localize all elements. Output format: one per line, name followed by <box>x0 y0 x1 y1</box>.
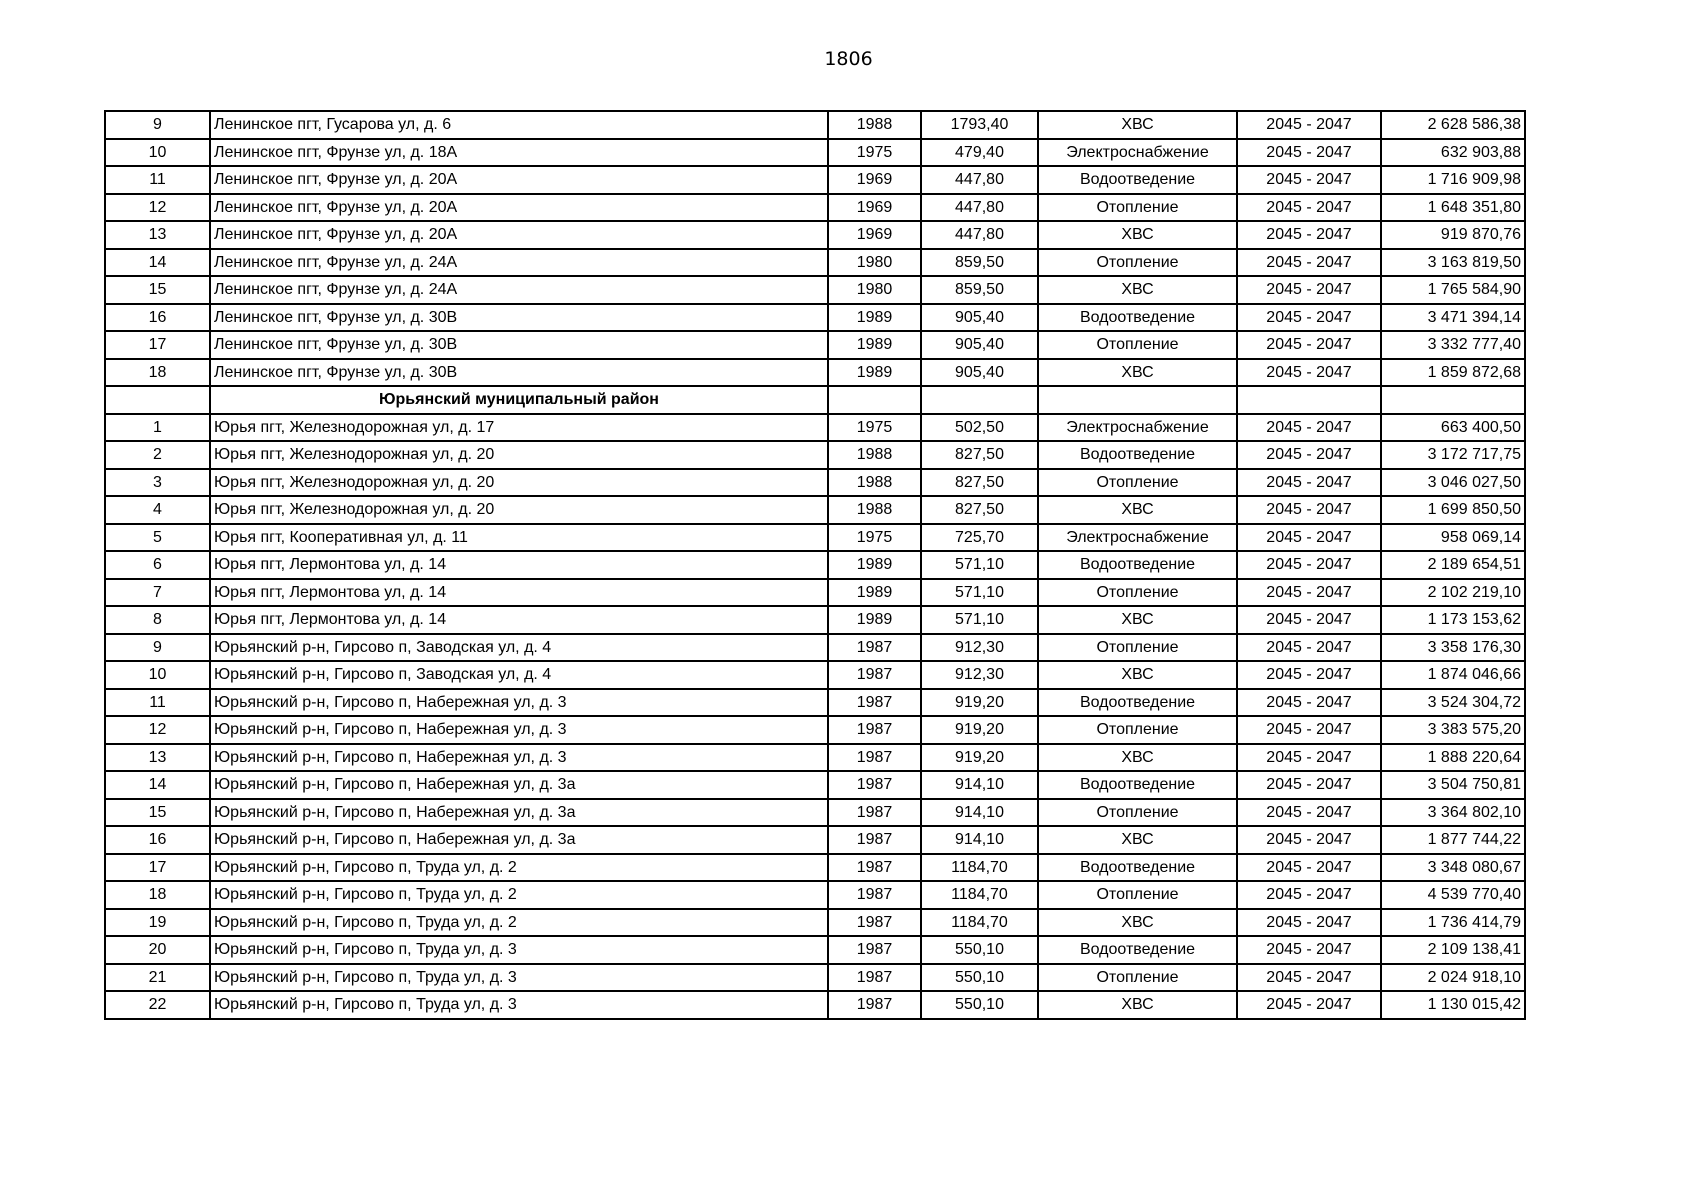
work-type-cell: Отопление <box>1038 469 1237 497</box>
address-cell: Юрья пгт, Кооперативная ул, д. 11 <box>210 524 828 552</box>
year-built-cell: 1987 <box>828 881 921 909</box>
area-cell: 1793,40 <box>921 111 1038 139</box>
row-number-cell: 13 <box>105 221 210 249</box>
area-cell: 725,70 <box>921 524 1038 552</box>
year-built-cell: 1969 <box>828 166 921 194</box>
address-cell: Юрьянский р-н, Гирсово п, Набережная ул, д. 3а <box>210 771 828 799</box>
area-cell: 550,10 <box>921 964 1038 992</box>
address-cell: Юрья пгт, Железнодорожная ул, д. 20 <box>210 469 828 497</box>
section-empty-cell <box>828 386 921 414</box>
area-cell: 914,10 <box>921 771 1038 799</box>
year-built-cell: 1980 <box>828 249 921 277</box>
period-cell: 2045 - 2047 <box>1237 166 1381 194</box>
table-row <box>105 991 1525 1019</box>
year-built-cell: 1989 <box>828 331 921 359</box>
address-cell: Юрьянский р-н, Гирсово п, Набережная ул, д. 3а <box>210 826 828 854</box>
period-cell: 2045 - 2047 <box>1237 936 1381 964</box>
period-cell: 2045 - 2047 <box>1237 579 1381 607</box>
section-empty-cell <box>921 386 1038 414</box>
year-built-cell: 1988 <box>828 111 921 139</box>
area-cell: 905,40 <box>921 359 1038 387</box>
year-built-cell: 1987 <box>828 799 921 827</box>
row-number-cell: 20 <box>105 936 210 964</box>
year-built-cell: 1987 <box>828 826 921 854</box>
cost-cell: 3 332 777,40 <box>1381 331 1525 359</box>
table-row <box>105 524 1525 552</box>
address-cell: Ленинское пгт, Гусарова ул, д. 6 <box>210 111 828 139</box>
year-built-cell: 1987 <box>828 936 921 964</box>
table-row <box>105 881 1525 909</box>
row-number-cell: 9 <box>105 111 210 139</box>
work-type-cell: Отопление <box>1038 799 1237 827</box>
table-row <box>105 964 1525 992</box>
year-built-cell: 1988 <box>828 496 921 524</box>
table-row <box>105 716 1525 744</box>
address-cell: Юрьянский р-н, Гирсово п, Набережная ул, д. 3 <box>210 744 828 772</box>
row-number-cell: 11 <box>105 689 210 717</box>
cost-cell: 1 874 046,66 <box>1381 661 1525 689</box>
table-row <box>105 799 1525 827</box>
cost-cell: 919 870,76 <box>1381 221 1525 249</box>
row-number-cell: 4 <box>105 496 210 524</box>
year-built-cell: 1987 <box>828 909 921 937</box>
area-cell: 571,10 <box>921 606 1038 634</box>
period-cell: 2045 - 2047 <box>1237 139 1381 167</box>
period-cell: 2045 - 2047 <box>1237 799 1381 827</box>
table-row <box>105 909 1525 937</box>
cost-cell: 2 024 918,10 <box>1381 964 1525 992</box>
table-row <box>105 304 1525 332</box>
period-cell: 2045 - 2047 <box>1237 964 1381 992</box>
period-cell: 2045 - 2047 <box>1237 276 1381 304</box>
row-number-cell: 8 <box>105 606 210 634</box>
area-cell: 827,50 <box>921 496 1038 524</box>
row-number-cell: 14 <box>105 249 210 277</box>
period-cell: 2045 - 2047 <box>1237 414 1381 442</box>
period-cell: 2045 - 2047 <box>1237 991 1381 1019</box>
work-type-cell: ХВС <box>1038 276 1237 304</box>
area-cell: 912,30 <box>921 634 1038 662</box>
work-type-cell: Отопление <box>1038 964 1237 992</box>
address-cell: Юрья пгт, Железнодорожная ул, д. 20 <box>210 496 828 524</box>
row-number-cell: 12 <box>105 716 210 744</box>
period-cell: 2045 - 2047 <box>1237 771 1381 799</box>
table-row <box>105 276 1525 304</box>
table-row <box>105 111 1525 139</box>
row-number-cell: 17 <box>105 854 210 882</box>
table-row <box>105 826 1525 854</box>
address-cell: Юрья пгт, Железнодорожная ул, д. 20 <box>210 441 828 469</box>
address-cell: Юрьянский р-н, Гирсово п, Заводская ул, д. 4 <box>210 634 828 662</box>
section-empty-cell <box>105 386 210 414</box>
row-number-cell: 3 <box>105 469 210 497</box>
row-number-cell: 5 <box>105 524 210 552</box>
area-cell: 919,20 <box>921 716 1038 744</box>
row-number-cell: 22 <box>105 991 210 1019</box>
table-row <box>105 249 1525 277</box>
cost-cell: 1 765 584,90 <box>1381 276 1525 304</box>
cost-cell: 3 504 750,81 <box>1381 771 1525 799</box>
table-row <box>105 606 1525 634</box>
row-number-cell: 11 <box>105 166 210 194</box>
year-built-cell: 1975 <box>828 414 921 442</box>
table-row <box>105 661 1525 689</box>
row-number-cell: 18 <box>105 359 210 387</box>
table-row <box>105 194 1525 222</box>
area-cell: 1184,70 <box>921 909 1038 937</box>
row-number-cell: 13 <box>105 744 210 772</box>
area-cell: 447,80 <box>921 194 1038 222</box>
address-cell: Юрьянский р-н, Гирсово п, Труда ул, д. 2 <box>210 881 828 909</box>
address-cell: Юрьянский р-н, Гирсово п, Труда ул, д. 2 <box>210 909 828 937</box>
area-cell: 905,40 <box>921 331 1038 359</box>
year-built-cell: 1989 <box>828 304 921 332</box>
cost-cell: 2 628 586,38 <box>1381 111 1525 139</box>
period-cell: 2045 - 2047 <box>1237 634 1381 662</box>
year-built-cell: 1969 <box>828 194 921 222</box>
cost-cell: 3 364 802,10 <box>1381 799 1525 827</box>
row-number-cell: 17 <box>105 331 210 359</box>
address-cell: Юрьянский р-н, Гирсово п, Набережная ул, д. 3 <box>210 689 828 717</box>
address-cell: Юрья пгт, Лермонтова ул, д. 14 <box>210 551 828 579</box>
area-cell: 550,10 <box>921 936 1038 964</box>
period-cell: 2045 - 2047 <box>1237 551 1381 579</box>
section-empty-cell <box>1381 386 1525 414</box>
address-cell: Юрья пгт, Лермонтова ул, д. 14 <box>210 606 828 634</box>
table-row <box>105 936 1525 964</box>
table-row <box>105 551 1525 579</box>
address-cell: Ленинское пгт, Фрунзе ул, д. 24А <box>210 276 828 304</box>
cost-cell: 1 736 414,79 <box>1381 909 1525 937</box>
page-number: 1806 <box>824 48 873 70</box>
period-cell: 2045 - 2047 <box>1237 689 1381 717</box>
table-row <box>105 441 1525 469</box>
cost-cell: 4 539 770,40 <box>1381 881 1525 909</box>
address-cell: Юрья пгт, Железнодорожная ул, д. 17 <box>210 414 828 442</box>
period-cell: 2045 - 2047 <box>1237 496 1381 524</box>
address-cell: Ленинское пгт, Фрунзе ул, д. 30В <box>210 331 828 359</box>
work-type-cell: ХВС <box>1038 496 1237 524</box>
cost-cell: 3 471 394,14 <box>1381 304 1525 332</box>
section-empty-cell <box>1237 386 1381 414</box>
period-cell: 2045 - 2047 <box>1237 441 1381 469</box>
table-row <box>105 744 1525 772</box>
area-cell: 905,40 <box>921 304 1038 332</box>
year-built-cell: 1987 <box>828 991 921 1019</box>
work-type-cell: Отопление <box>1038 716 1237 744</box>
period-cell: 2045 - 2047 <box>1237 469 1381 497</box>
table-row <box>105 579 1525 607</box>
area-cell: 1184,70 <box>921 881 1038 909</box>
year-built-cell: 1988 <box>828 441 921 469</box>
year-built-cell: 1980 <box>828 276 921 304</box>
work-type-cell: Электроснабжение <box>1038 414 1237 442</box>
repair-schedule-table <box>104 110 1526 1020</box>
table-row <box>105 331 1525 359</box>
cost-cell: 2 109 138,41 <box>1381 936 1525 964</box>
year-built-cell: 1987 <box>828 964 921 992</box>
period-cell: 2045 - 2047 <box>1237 909 1381 937</box>
section-empty-cell <box>1038 386 1237 414</box>
area-cell: 914,10 <box>921 799 1038 827</box>
address-cell: Ленинское пгт, Фрунзе ул, д. 30В <box>210 304 828 332</box>
work-type-cell: ХВС <box>1038 744 1237 772</box>
work-type-cell: ХВС <box>1038 111 1237 139</box>
period-cell: 2045 - 2047 <box>1237 881 1381 909</box>
table-row <box>105 689 1525 717</box>
area-cell: 859,50 <box>921 276 1038 304</box>
work-type-cell: Водоотведение <box>1038 689 1237 717</box>
table-row <box>105 414 1525 442</box>
cost-cell: 2 102 219,10 <box>1381 579 1525 607</box>
cost-cell: 958 069,14 <box>1381 524 1525 552</box>
work-type-cell: Водоотведение <box>1038 304 1237 332</box>
row-number-cell: 19 <box>105 909 210 937</box>
year-built-cell: 1987 <box>828 854 921 882</box>
address-cell: Юрьянский р-н, Гирсово п, Набережная ул, д. 3а <box>210 799 828 827</box>
period-cell: 2045 - 2047 <box>1237 304 1381 332</box>
year-built-cell: 1975 <box>828 139 921 167</box>
area-cell: 479,40 <box>921 139 1038 167</box>
cost-cell: 1 648 351,80 <box>1381 194 1525 222</box>
year-built-cell: 1989 <box>828 579 921 607</box>
cost-cell: 3 358 176,30 <box>1381 634 1525 662</box>
area-cell: 571,10 <box>921 551 1038 579</box>
work-type-cell: Отопление <box>1038 579 1237 607</box>
table-row <box>105 221 1525 249</box>
period-cell: 2045 - 2047 <box>1237 111 1381 139</box>
period-cell: 2045 - 2047 <box>1237 524 1381 552</box>
row-number-cell: 9 <box>105 634 210 662</box>
period-cell: 2045 - 2047 <box>1237 716 1381 744</box>
year-built-cell: 1989 <box>828 359 921 387</box>
cost-cell: 663 400,50 <box>1381 414 1525 442</box>
period-cell: 2045 - 2047 <box>1237 359 1381 387</box>
work-type-cell: Электроснабжение <box>1038 139 1237 167</box>
address-cell: Юрьянский р-н, Гирсово п, Труда ул, д. 3 <box>210 964 828 992</box>
row-number-cell: 15 <box>105 799 210 827</box>
work-type-cell: Отопление <box>1038 249 1237 277</box>
cost-cell: 3 524 304,72 <box>1381 689 1525 717</box>
work-type-cell: ХВС <box>1038 826 1237 854</box>
cost-cell: 3 046 027,50 <box>1381 469 1525 497</box>
period-cell: 2045 - 2047 <box>1237 854 1381 882</box>
cost-cell: 1 130 015,42 <box>1381 991 1525 1019</box>
cost-cell: 2 189 654,51 <box>1381 551 1525 579</box>
cost-cell: 3 163 819,50 <box>1381 249 1525 277</box>
year-built-cell: 1987 <box>828 634 921 662</box>
cost-cell: 1 888 220,64 <box>1381 744 1525 772</box>
table-row <box>105 469 1525 497</box>
cost-cell: 1 699 850,50 <box>1381 496 1525 524</box>
row-number-cell: 6 <box>105 551 210 579</box>
area-cell: 502,50 <box>921 414 1038 442</box>
work-type-cell: ХВС <box>1038 909 1237 937</box>
table-row <box>105 139 1525 167</box>
row-number-cell: 2 <box>105 441 210 469</box>
period-cell: 2045 - 2047 <box>1237 221 1381 249</box>
work-type-cell: ХВС <box>1038 221 1237 249</box>
period-cell: 2045 - 2047 <box>1237 194 1381 222</box>
work-type-cell: ХВС <box>1038 991 1237 1019</box>
cost-cell: 632 903,88 <box>1381 139 1525 167</box>
area-cell: 447,80 <box>921 221 1038 249</box>
row-number-cell: 16 <box>105 826 210 854</box>
address-cell: Юрьянский р-н, Гирсово п, Труда ул, д. 3 <box>210 991 828 1019</box>
work-type-cell: ХВС <box>1038 359 1237 387</box>
table-row <box>105 496 1525 524</box>
work-type-cell: Электроснабжение <box>1038 524 1237 552</box>
address-cell: Ленинское пгт, Фрунзе ул, д. 18А <box>210 139 828 167</box>
row-number-cell: 1 <box>105 414 210 442</box>
row-number-cell: 14 <box>105 771 210 799</box>
work-type-cell: Водоотведение <box>1038 854 1237 882</box>
cost-cell: 1 859 872,68 <box>1381 359 1525 387</box>
work-type-cell: Отопление <box>1038 634 1237 662</box>
row-number-cell: 12 <box>105 194 210 222</box>
area-cell: 912,30 <box>921 661 1038 689</box>
year-built-cell: 1987 <box>828 744 921 772</box>
area-cell: 827,50 <box>921 441 1038 469</box>
address-cell: Юрьянский р-н, Гирсово п, Набережная ул, д. 3 <box>210 716 828 744</box>
area-cell: 859,50 <box>921 249 1038 277</box>
address-cell: Ленинское пгт, Фрунзе ул, д. 20А <box>210 221 828 249</box>
table-row <box>105 634 1525 662</box>
address-cell: Юрьянский р-н, Гирсово п, Труда ул, д. 3 <box>210 936 828 964</box>
area-cell: 827,50 <box>921 469 1038 497</box>
year-built-cell: 1988 <box>828 469 921 497</box>
row-number-cell: 10 <box>105 661 210 689</box>
work-type-cell: Отопление <box>1038 331 1237 359</box>
address-cell: Юрьянский р-н, Гирсово п, Труда ул, д. 2 <box>210 854 828 882</box>
address-cell: Юрьянский р-н, Гирсово п, Заводская ул, д. 4 <box>210 661 828 689</box>
year-built-cell: 1987 <box>828 661 921 689</box>
table-row <box>105 166 1525 194</box>
section-title: Юрьянский муниципальный район <box>210 386 828 414</box>
table-row <box>105 771 1525 799</box>
address-cell: Юрья пгт, Лермонтова ул, д. 14 <box>210 579 828 607</box>
year-built-cell: 1987 <box>828 716 921 744</box>
row-number-cell: 18 <box>105 881 210 909</box>
area-cell: 550,10 <box>921 991 1038 1019</box>
year-built-cell: 1989 <box>828 606 921 634</box>
row-number-cell: 15 <box>105 276 210 304</box>
row-number-cell: 16 <box>105 304 210 332</box>
period-cell: 2045 - 2047 <box>1237 249 1381 277</box>
area-cell: 447,80 <box>921 166 1038 194</box>
area-cell: 919,20 <box>921 744 1038 772</box>
area-cell: 571,10 <box>921 579 1038 607</box>
work-type-cell: Водоотведение <box>1038 936 1237 964</box>
work-type-cell: ХВС <box>1038 661 1237 689</box>
year-built-cell: 1987 <box>828 771 921 799</box>
area-cell: 919,20 <box>921 689 1038 717</box>
cost-cell: 1 716 909,98 <box>1381 166 1525 194</box>
table-row <box>105 359 1525 387</box>
cost-cell: 3 172 717,75 <box>1381 441 1525 469</box>
row-number-cell: 10 <box>105 139 210 167</box>
row-number-cell: 7 <box>105 579 210 607</box>
cost-cell: 3 383 575,20 <box>1381 716 1525 744</box>
address-cell: Ленинское пгт, Фрунзе ул, д. 20А <box>210 194 828 222</box>
period-cell: 2045 - 2047 <box>1237 744 1381 772</box>
work-type-cell: Водоотведение <box>1038 551 1237 579</box>
address-cell: Ленинское пгт, Фрунзе ул, д. 30В <box>210 359 828 387</box>
table-row <box>105 854 1525 882</box>
period-cell: 2045 - 2047 <box>1237 826 1381 854</box>
cost-cell: 1 877 744,22 <box>1381 826 1525 854</box>
work-type-cell: Отопление <box>1038 194 1237 222</box>
work-type-cell: Водоотведение <box>1038 166 1237 194</box>
work-type-cell: Водоотведение <box>1038 771 1237 799</box>
year-built-cell: 1975 <box>828 524 921 552</box>
work-type-cell: Отопление <box>1038 881 1237 909</box>
work-type-cell: Водоотведение <box>1038 441 1237 469</box>
address-cell: Ленинское пгт, Фрунзе ул, д. 20А <box>210 166 828 194</box>
area-cell: 914,10 <box>921 826 1038 854</box>
row-number-cell: 21 <box>105 964 210 992</box>
work-type-cell: ХВС <box>1038 606 1237 634</box>
year-built-cell: 1989 <box>828 551 921 579</box>
period-cell: 2045 - 2047 <box>1237 606 1381 634</box>
area-cell: 1184,70 <box>921 854 1038 882</box>
year-built-cell: 1969 <box>828 221 921 249</box>
cost-cell: 3 348 080,67 <box>1381 854 1525 882</box>
table-body <box>105 111 1525 1019</box>
address-cell: Ленинское пгт, Фрунзе ул, д. 24А <box>210 249 828 277</box>
cost-cell: 1 173 153,62 <box>1381 606 1525 634</box>
period-cell: 2045 - 2047 <box>1237 661 1381 689</box>
period-cell: 2045 - 2047 <box>1237 331 1381 359</box>
section-header-row <box>105 386 1525 414</box>
year-built-cell: 1987 <box>828 689 921 717</box>
